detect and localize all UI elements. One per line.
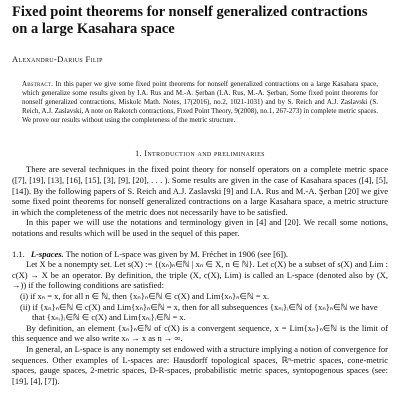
subsection-lspaces (12, 249, 388, 260)
subsection-number: 1.1. (12, 248, 25, 259)
condition-ii: (ii) if {xₙ}ₙ∈ℕ ∈ c(X) and Lim{xₙ}ₙ∈ℕ = x, then for all subsequences {xₙᵢ}ᵢ∈ℕ of {xₙ}ₙ∈ℕ we have that {xₙᵢ}ᵢ∈ℕ ∈ c(X) and Lim{xₙᵢ}ᵢ∈ℕ = x. (20, 301, 378, 323)
definition-paragraph-1: Let X be a nonempty set. Let s(X) := {(xₙ)ₙ∈ℕ | xₙ ∈ X, n ∈ ℕ}. Let c(X) be a subset of s(X) and Lim : c(X) → X be an operator. By definition, the triple (X, c(X), Lim) is called an L-space (denoted also by (X, →)) if the following conditions are satisfied: (12, 259, 388, 291)
definition-paragraph-2: By definition, an element {xₙ}ₙ∈ℕ of c(X) is a convergent sequence, x = Lim{xₙ}ₙ∈ℕ is the limit of this sequence and we also write xₙ → x as n → ∞. (12, 322, 388, 344)
paper-title (12, 0, 388, 38)
subsection-heading: L-spaces. (30, 248, 64, 259)
condition-i: (i) if xₙ = x, for all n ∈ ℕ, then {xₙ}ₙ∈ℕ ∈ c(X) and Lim{xₙ}ₙ∈ℕ = x. (20, 291, 270, 301)
intro-paragraph-1: There are several techniques in the fixed point theory for nonself operators on a complete metric space ([7], [19], [13], [16], [15], [3], [9], [20], . . . ). Some results are given in the case of Kasahara spaces ([4], [5], [14]). By the following papers of S. Reich and A.J. Zaslavski [9] and I.A. Rus and M.-A. Şerban [20] we give some fixed point theorems for nonself generalized contractions on a large Kasahara space, a metric structure in which the completeness of the metric does not necessarily have to be satisfied. (12, 164, 388, 217)
abstract-label: Abstract. (22, 80, 54, 88)
abstract (22, 80, 378, 125)
title-line-1: Fixed point theorems for nonself generalized contractions (12, 4, 368, 20)
author-name: Alexandru-Darius Filip (12, 54, 103, 64)
subsection-text: The notion of L-space was given by M. Fréchet in 1906 (see [6]). (65, 248, 289, 259)
abstract-text: In this paper we give some fixed point theorems for nonself generalized contractions on a large Kasahara space, which generalize some results given by I.A. Rus and M.-A. Şerban (I.A. Rus, M.-A. Şerban, Some fixed point theorems for nonself generalized contractions, Miskolc Math. Notes, 17(2016), no.2, 1021-1031) and by S. Reich and A.J. Zaslavski (S. Reich, A.J. Zaslavski, A note on Rakotch contractions, Fixed Point Theory, 9(2008), no.1, 267-273) in complete metric spaces. We prove our results without using the completeness of the metric structure. (22, 80, 379, 125)
title-line-2: on a large Kasahara space (12, 21, 175, 37)
definition-paragraph-3: In general, an L-space is any nonempty set endowed with a structure implying a notion of convergence for sequences. Other examples of L-spaces are: Hausdorff topological spaces, ℝⁿ-metric spaces, cone-metric spaces, gauge spaces, 2-metric spaces, D-R-spaces, probabilistic metric spaces, syntopogenous spaces (see: [19], [4], [7]). (12, 343, 388, 386)
intro-paragraph-2: In this paper we will use the notations and terminology given in [4] and [20]. We recall some notions, notations and results which will be used in the sequel of this paper. (12, 217, 388, 239)
section-heading: 1. Introduction and preliminaries (135, 149, 265, 159)
